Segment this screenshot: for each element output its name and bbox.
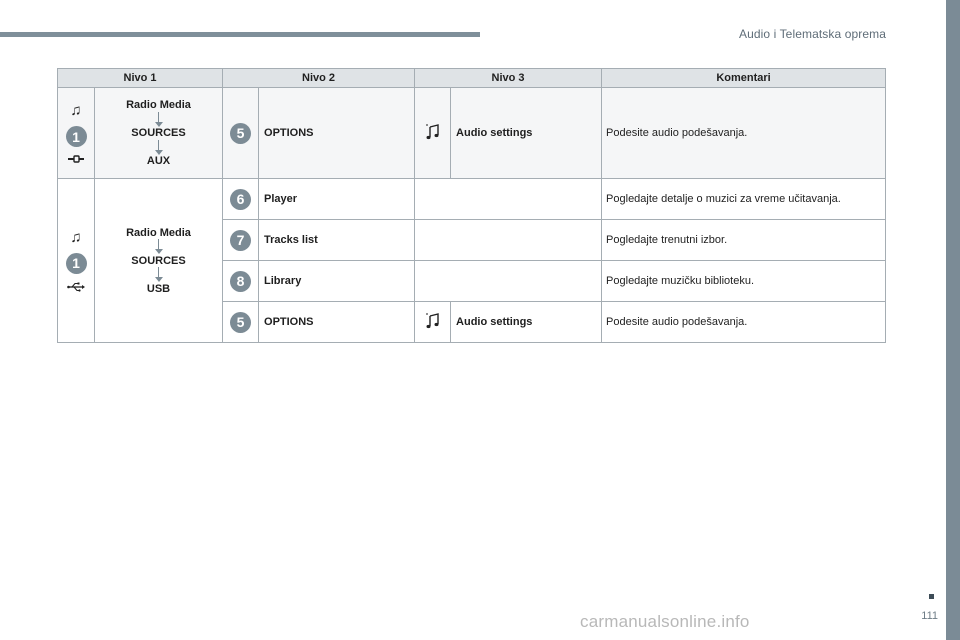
- section-marker: [929, 594, 934, 599]
- step-badge: 6: [230, 189, 251, 210]
- comment-cell: Podesite audio podešavanja.: [602, 88, 886, 179]
- step-badge: 7: [230, 230, 251, 251]
- path-step: USB: [146, 282, 171, 295]
- level1-icon-cell: [58, 179, 95, 343]
- aux-jack-icon: [68, 155, 84, 163]
- level2-badge-cell: [223, 220, 259, 261]
- step-badge: 5: [230, 312, 251, 333]
- level2-label: Player: [259, 179, 415, 220]
- path-step: Radio Media: [126, 226, 191, 239]
- column-header: Nivo 1: [58, 69, 223, 88]
- level3-empty-cell: [415, 179, 602, 220]
- down-arrow-icon: [155, 267, 163, 283]
- down-arrow-icon: [155, 139, 163, 155]
- level2-badge-cell: [223, 302, 259, 343]
- music-note-icon: ♫: [70, 228, 82, 246]
- level2-badge-cell: [223, 88, 259, 179]
- level2-label: Library: [259, 261, 415, 302]
- table-row: [58, 179, 886, 220]
- level2-label: OPTIONS: [259, 302, 415, 343]
- comment-cell: Pogledajte muzičku biblioteku.: [602, 261, 886, 302]
- path-step: Radio Media: [126, 99, 191, 111]
- usb-icon: [67, 282, 85, 292]
- music-note-icon: ♫: [70, 102, 82, 119]
- level1-path-cell: [95, 88, 223, 179]
- path-step: AUX: [146, 155, 171, 167]
- header-rule: [0, 32, 480, 37]
- side-tab-strip: [946, 0, 960, 640]
- column-header: Nivo 3: [415, 69, 602, 88]
- level3-empty-cell: [415, 261, 602, 302]
- level2-badge-cell: [223, 179, 259, 220]
- level3-label: Audio settings: [451, 88, 602, 179]
- level3-empty-cell: [415, 220, 602, 261]
- comment-cell: Podesite audio podešavanja.: [602, 302, 886, 343]
- menu-path: [95, 227, 222, 295]
- page-header-title: Audio i Telematska oprema: [738, 27, 886, 41]
- watermark: carmanualsonline.info: [580, 612, 750, 631]
- level2-badge-cell: [223, 261, 259, 302]
- path-step: SOURCES: [131, 127, 186, 139]
- audio-settings-icon: [424, 312, 442, 330]
- table-row: [58, 88, 886, 179]
- menu-table: [57, 68, 886, 343]
- down-arrow-icon: [155, 111, 163, 127]
- level2-label: Tracks list: [259, 220, 415, 261]
- level2-label: OPTIONS: [259, 88, 415, 179]
- step-badge: 5: [230, 123, 251, 144]
- level3-icon-cell: [415, 88, 451, 179]
- level3-label: Audio settings: [451, 302, 602, 343]
- comment-cell: Pogledajte trenutni izbor.: [602, 220, 886, 261]
- level1-icon-cell: [58, 88, 95, 179]
- column-header: Komentari: [602, 69, 886, 88]
- page-number: 111: [921, 610, 938, 622]
- comment-cell: Pogledajte detalje o muzici za vreme učitavanja.: [602, 179, 886, 220]
- step-badge: 1: [66, 126, 87, 147]
- level3-icon-cell: [415, 302, 451, 343]
- level1-path-cell: [95, 179, 223, 343]
- column-header: Nivo 2: [223, 69, 415, 88]
- table-header-row: [58, 69, 886, 88]
- down-arrow-icon: [155, 239, 163, 255]
- path-step: SOURCES: [131, 254, 186, 267]
- step-badge: 1: [66, 253, 87, 274]
- menu-path: [95, 99, 222, 167]
- audio-settings-icon: [424, 123, 442, 141]
- step-badge: 8: [230, 271, 251, 292]
